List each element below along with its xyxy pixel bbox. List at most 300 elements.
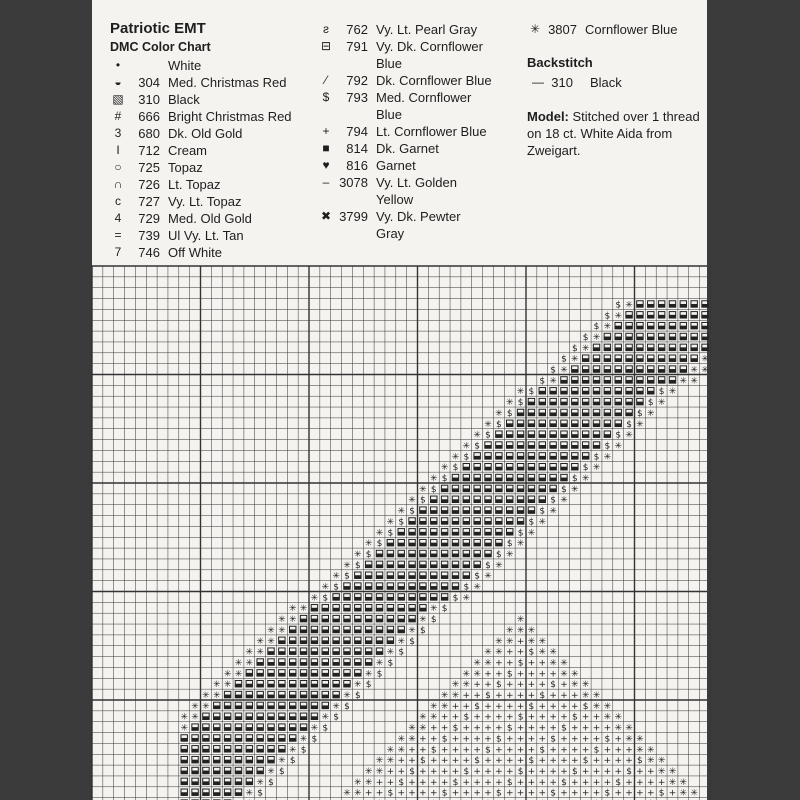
stitch-symbol-icon: 3 <box>114 126 122 140</box>
svg-text:+: + <box>571 701 579 712</box>
svg-text:+: + <box>451 756 460 767</box>
color-name: Topaz <box>168 160 203 175</box>
svg-text:$: $ <box>539 745 546 756</box>
svg-text:+: + <box>538 712 547 723</box>
svg-text:✳: ✳ <box>430 474 438 484</box>
svg-text:✳: ✳ <box>473 582 481 593</box>
svg-text:$: $ <box>257 788 264 799</box>
svg-text:+: + <box>484 669 492 680</box>
svg-text:+: + <box>495 756 503 767</box>
svg-text:$: $ <box>365 680 372 691</box>
svg-text:✳: ✳ <box>419 615 427 626</box>
svg-text:✳: ✳ <box>213 680 221 691</box>
svg-text:✳: ✳ <box>451 452 460 463</box>
svg-text:+: + <box>505 658 514 669</box>
svg-text:+: + <box>592 712 601 723</box>
legend-row-666 <box>110 108 310 125</box>
svg-text:+: + <box>419 788 427 799</box>
svg-text:+: + <box>386 766 395 777</box>
svg-text:+: + <box>397 756 405 767</box>
svg-text:+: + <box>516 691 525 701</box>
svg-text:✳: ✳ <box>549 376 557 387</box>
svg-text:+: + <box>484 723 492 734</box>
svg-text:+: + <box>538 669 547 680</box>
svg-text:+: + <box>592 788 601 799</box>
svg-text:+: + <box>505 756 514 767</box>
svg-text:$: $ <box>474 701 481 712</box>
color-name: Lt. Topaz <box>168 177 221 192</box>
svg-text:✳: ✳ <box>397 636 405 647</box>
legend-row-792 <box>318 72 518 89</box>
svg-text:$: $ <box>322 593 329 604</box>
svg-text:$: $ <box>463 582 470 593</box>
svg-text:$: $ <box>539 376 546 387</box>
svg-text:$: $ <box>409 506 415 517</box>
svg-text:$: $ <box>452 593 459 604</box>
color-name: Vy. Lt. Topaz <box>168 194 242 209</box>
svg-text:✳: ✳ <box>462 441 471 452</box>
svg-text:✳: ✳ <box>625 430 633 441</box>
svg-text:+: + <box>484 712 492 723</box>
svg-text:+: + <box>430 756 438 767</box>
svg-text:✳: ✳ <box>614 441 622 452</box>
backstitch-line-icon: — <box>532 75 544 89</box>
svg-text:✳: ✳ <box>180 723 188 734</box>
svg-text:$: $ <box>354 691 361 701</box>
legend-row-3799 <box>318 208 518 241</box>
legend-row-746 <box>110 244 310 261</box>
svg-text:+: + <box>614 734 622 745</box>
svg-text:✳: ✳ <box>234 669 243 680</box>
svg-text:✳: ✳ <box>484 658 492 669</box>
svg-text:+: + <box>495 723 503 734</box>
svg-text:✳: ✳ <box>657 766 666 777</box>
svg-text:+: + <box>462 734 471 745</box>
color-legend <box>92 0 707 262</box>
svg-text:+: + <box>571 777 579 788</box>
svg-text:✳: ✳ <box>288 615 297 626</box>
svg-text:$: $ <box>561 723 567 734</box>
dmc-code: 712 <box>138 143 160 158</box>
svg-text:✳: ✳ <box>625 734 633 745</box>
color-name: Med. Old Gold <box>168 211 252 226</box>
svg-text:✳: ✳ <box>571 354 579 365</box>
svg-text:✳: ✳ <box>202 691 210 701</box>
svg-text:✳: ✳ <box>603 701 612 712</box>
svg-text:✳: ✳ <box>549 658 557 669</box>
svg-text:✳: ✳ <box>614 311 622 322</box>
svg-text:$: $ <box>582 332 589 343</box>
legend-row-726 <box>110 176 310 193</box>
svg-text:+: + <box>495 712 503 723</box>
svg-text:$: $ <box>528 756 535 767</box>
svg-text:+: + <box>538 658 547 669</box>
svg-text:$: $ <box>571 343 578 354</box>
svg-text:✳: ✳ <box>516 625 525 636</box>
svg-text:✳: ✳ <box>690 376 698 387</box>
svg-text:$: $ <box>582 463 589 474</box>
dmc-code: 310 <box>138 92 160 107</box>
svg-text:+: + <box>516 701 525 712</box>
svg-text:+: + <box>603 723 612 734</box>
svg-text:+: + <box>527 658 536 669</box>
svg-text:$: $ <box>398 647 405 658</box>
svg-text:$: $ <box>289 756 296 767</box>
svg-text:✳: ✳ <box>364 766 373 777</box>
svg-text:+: + <box>560 766 568 777</box>
svg-text:$: $ <box>561 777 567 788</box>
svg-text:+: + <box>571 745 579 756</box>
svg-text:✳: ✳ <box>560 365 568 376</box>
svg-text:$: $ <box>496 734 502 745</box>
svg-text:+: + <box>440 745 449 756</box>
svg-text:✳: ✳ <box>375 756 384 767</box>
svg-text:$: $ <box>582 756 589 767</box>
svg-text:+: + <box>571 788 579 799</box>
svg-text:✳: ✳ <box>419 712 427 723</box>
svg-text:+: + <box>527 777 536 788</box>
svg-text:+: + <box>592 756 601 767</box>
color-name: Vy. Dk. Cornflower <box>376 39 483 54</box>
svg-text:✳: ✳ <box>473 430 481 441</box>
legend-row-310 <box>110 91 310 108</box>
svg-text:+: + <box>549 712 557 723</box>
svg-text:$: $ <box>539 691 546 701</box>
svg-text:+: + <box>451 734 460 745</box>
svg-text:$: $ <box>463 452 470 463</box>
svg-text:✳: ✳ <box>657 756 666 767</box>
color-name: Cornflower Blue <box>585 22 678 37</box>
color-name: Ul Vy. Lt. Tan <box>168 228 244 243</box>
svg-text:+: + <box>419 734 427 745</box>
svg-text:$: $ <box>550 734 556 745</box>
svg-text:✳: ✳ <box>354 680 362 691</box>
svg-text:+: + <box>614 745 622 756</box>
svg-text:$: $ <box>430 745 437 756</box>
svg-text:+: + <box>473 734 481 745</box>
svg-text:✳: ✳ <box>332 571 340 582</box>
svg-text:+: + <box>375 788 384 799</box>
svg-text:$: $ <box>430 484 437 495</box>
svg-text:+: + <box>451 701 460 712</box>
svg-text:✳: ✳ <box>430 604 438 615</box>
svg-text:+: + <box>527 788 536 799</box>
stitch-chart-grid <box>92 264 707 800</box>
stitch-cells <box>180 300 709 800</box>
svg-text:$: $ <box>354 560 361 571</box>
svg-text:+: + <box>549 723 557 734</box>
svg-text:$: $ <box>593 452 600 463</box>
svg-text:✳: ✳ <box>495 560 503 571</box>
svg-text:✳: ✳ <box>343 788 351 799</box>
svg-text:✳: ✳ <box>180 712 188 723</box>
color-name: Garnet <box>376 158 416 173</box>
color-name: Vy. Dk. Pewter <box>376 209 461 224</box>
svg-text:+: + <box>614 788 622 799</box>
legend-row-725 <box>110 159 310 176</box>
stitch-symbol-icon: 4 <box>114 211 122 225</box>
svg-text:✳: ✳ <box>625 300 633 311</box>
svg-text:+: + <box>451 745 460 756</box>
svg-text:+: + <box>549 745 557 756</box>
svg-text:✳: ✳ <box>278 625 286 636</box>
svg-text:✳: ✳ <box>267 636 275 647</box>
svg-text:+: + <box>581 788 590 799</box>
legend-row-793 <box>318 89 518 122</box>
svg-text:$: $ <box>452 777 459 788</box>
svg-text:✳: ✳ <box>386 756 395 767</box>
svg-text:+: + <box>419 745 427 756</box>
svg-text:✳: ✳ <box>473 669 481 680</box>
svg-text:+: + <box>527 680 536 691</box>
svg-text:+: + <box>495 766 503 777</box>
pattern-title: Patriotic EMT <box>110 20 206 37</box>
svg-text:✳: ✳ <box>419 723 427 734</box>
stitch-symbol-icon: – <box>322 175 330 189</box>
svg-text:✳: ✳ <box>299 734 308 745</box>
svg-text:+: + <box>505 680 514 691</box>
dmc-code: 794 <box>346 124 368 139</box>
svg-text:$: $ <box>528 701 535 712</box>
svg-text:+: + <box>592 723 601 734</box>
svg-text:✳: ✳ <box>310 723 319 734</box>
svg-text:+: + <box>484 734 492 745</box>
svg-text:+: + <box>560 745 568 756</box>
svg-text:+: + <box>473 712 481 723</box>
svg-text:$: $ <box>387 788 394 799</box>
svg-text:$: $ <box>550 495 556 506</box>
svg-text:✳: ✳ <box>571 669 579 680</box>
svg-text:$: $ <box>637 756 643 767</box>
svg-text:$: $ <box>333 582 339 593</box>
svg-text:+: + <box>440 777 449 788</box>
svg-text:$: $ <box>658 387 665 398</box>
svg-text:+: + <box>430 734 438 745</box>
svg-text:+: + <box>549 669 557 680</box>
svg-text:+: + <box>462 756 471 767</box>
svg-text:+: + <box>495 701 503 712</box>
svg-text:✳: ✳ <box>527 528 536 539</box>
svg-text:✳: ✳ <box>603 712 612 723</box>
svg-text:+: + <box>516 636 525 647</box>
svg-text:+: + <box>549 766 557 777</box>
backstitch-code: 310 <box>551 75 573 90</box>
svg-text:✳: ✳ <box>267 625 275 636</box>
svg-text:✳: ✳ <box>581 474 590 484</box>
svg-text:+: + <box>625 788 633 799</box>
color-name-continued: Blue <box>376 56 403 71</box>
svg-text:✳: ✳ <box>440 691 449 701</box>
dmc-code: 666 <box>138 109 160 124</box>
stitch-symbol-icon: ▧ <box>112 92 124 106</box>
svg-text:✳: ✳ <box>527 625 536 636</box>
svg-text:+: + <box>581 734 590 745</box>
svg-text:+: + <box>581 712 590 723</box>
svg-text:✳: ✳ <box>647 756 655 767</box>
svg-text:$: $ <box>268 777 274 788</box>
svg-text:$: $ <box>604 734 611 745</box>
svg-text:+: + <box>516 788 525 799</box>
svg-text:+: + <box>495 691 503 701</box>
svg-text:$: $ <box>571 766 578 777</box>
svg-text:+: + <box>462 701 471 712</box>
svg-text:$: $ <box>647 398 654 409</box>
svg-text:+: + <box>397 788 405 799</box>
svg-text:✳: ✳ <box>430 701 438 712</box>
svg-text:+: + <box>386 777 395 788</box>
svg-text:+: + <box>516 723 525 734</box>
svg-text:+: + <box>527 723 536 734</box>
svg-text:+: + <box>581 766 590 777</box>
svg-text:$: $ <box>506 723 513 734</box>
svg-text:+: + <box>473 745 481 756</box>
stitch-symbol-icon: # <box>114 109 122 123</box>
color-name: Bright Christmas Red <box>168 109 292 124</box>
svg-text:+: + <box>581 723 590 734</box>
svg-text:+: + <box>430 777 438 788</box>
svg-text:+: + <box>430 788 438 799</box>
svg-text:$: $ <box>517 528 524 539</box>
stitch-symbol-icon: ◒ <box>114 75 122 89</box>
svg-text:✳: ✳ <box>278 615 286 626</box>
svg-text:$: $ <box>420 625 426 636</box>
svg-text:+: + <box>636 788 644 799</box>
svg-text:✳: ✳ <box>408 723 416 734</box>
svg-text:+: + <box>451 766 460 777</box>
svg-text:+: + <box>538 777 547 788</box>
svg-text:$: $ <box>593 322 600 333</box>
svg-text:+: + <box>614 756 622 767</box>
svg-text:$: $ <box>604 311 611 322</box>
backstitch-heading: Backstitch <box>527 55 593 70</box>
svg-text:+: + <box>516 745 525 756</box>
svg-text:✳: ✳ <box>560 669 568 680</box>
legend-row-791 <box>318 38 518 71</box>
dmc-code: 739 <box>138 228 160 243</box>
svg-text:+: + <box>495 745 503 756</box>
svg-text:✳: ✳ <box>592 691 601 701</box>
svg-text:+: + <box>527 766 536 777</box>
svg-text:✳: ✳ <box>364 669 373 680</box>
color-name: Black <box>168 92 200 107</box>
svg-text:✳: ✳ <box>538 636 547 647</box>
svg-text:$: $ <box>452 723 459 734</box>
svg-text:+: + <box>419 777 427 788</box>
stitch-symbol-icon: c <box>115 194 121 208</box>
svg-text:✳: ✳ <box>484 419 492 430</box>
svg-text:+: + <box>440 723 449 734</box>
svg-text:✳: ✳ <box>397 506 405 517</box>
svg-text:+: + <box>549 777 557 788</box>
svg-text:✳: ✳ <box>527 636 536 647</box>
svg-text:+: + <box>571 691 579 701</box>
svg-text:$: $ <box>517 712 524 723</box>
svg-text:+: + <box>408 745 416 756</box>
svg-text:$: $ <box>322 723 329 734</box>
svg-text:✳: ✳ <box>223 669 232 680</box>
svg-text:✳: ✳ <box>516 387 525 398</box>
svg-text:✳: ✳ <box>603 452 612 463</box>
stitch-symbol-icon: ○ <box>114 160 122 174</box>
svg-text:+: + <box>364 788 373 799</box>
svg-text:✳: ✳ <box>636 734 644 745</box>
chart-page <box>92 0 707 800</box>
legend-row-762 <box>318 21 518 38</box>
chart-subtitle: DMC Color Chart <box>110 40 211 54</box>
svg-text:$: $ <box>637 408 643 419</box>
stitch-symbol-icon: ∩ <box>113 177 123 191</box>
stitch-symbol-icon: ♥ <box>322 158 330 172</box>
svg-text:$: $ <box>496 680 502 691</box>
svg-text:$: $ <box>517 658 524 669</box>
svg-text:+: + <box>527 712 536 723</box>
svg-text:$: $ <box>463 712 470 723</box>
svg-text:✳: ✳ <box>473 658 481 669</box>
svg-text:+: + <box>571 756 579 767</box>
svg-text:✳: ✳ <box>636 745 644 756</box>
svg-text:✳: ✳ <box>267 766 275 777</box>
svg-text:+: + <box>473 766 481 777</box>
svg-text:+: + <box>549 756 557 767</box>
svg-text:✳: ✳ <box>701 365 709 376</box>
legend-row-680 <box>110 125 310 142</box>
svg-text:+: + <box>462 777 471 788</box>
svg-text:$: $ <box>409 766 415 777</box>
svg-text:+: + <box>560 712 568 723</box>
svg-text:✳: ✳ <box>430 712 438 723</box>
dmc-code: 3799 <box>339 209 368 224</box>
svg-text:✳: ✳ <box>234 658 243 669</box>
legend-row-3807 <box>527 21 727 38</box>
svg-text:$: $ <box>300 745 307 756</box>
color-name: Dk. Garnet <box>376 141 439 156</box>
svg-text:$: $ <box>626 766 632 777</box>
svg-text:$: $ <box>387 528 394 539</box>
dmc-code: 304 <box>138 75 160 90</box>
svg-text:✳: ✳ <box>451 691 460 701</box>
color-name: Med. Cornflower <box>376 90 472 105</box>
legend-row-712 <box>110 142 310 159</box>
svg-text:✳: ✳ <box>538 517 547 528</box>
svg-text:$: $ <box>615 777 622 788</box>
svg-text:+: + <box>473 723 481 734</box>
svg-text:✳: ✳ <box>310 593 319 604</box>
svg-text:✳: ✳ <box>213 691 221 701</box>
dmc-code: 792 <box>346 73 368 88</box>
svg-text:✳: ✳ <box>516 539 525 550</box>
svg-text:$: $ <box>528 647 535 658</box>
svg-text:$: $ <box>604 788 611 799</box>
svg-text:+: + <box>625 745 633 756</box>
svg-text:✳: ✳ <box>516 615 525 626</box>
svg-text:✳: ✳ <box>505 636 514 647</box>
svg-text:+: + <box>484 701 492 712</box>
dmc-code: 814 <box>346 141 368 156</box>
svg-text:✳: ✳ <box>571 484 579 495</box>
svg-text:✳: ✳ <box>581 691 590 701</box>
svg-text:$: $ <box>311 734 318 745</box>
svg-text:$: $ <box>496 419 502 430</box>
svg-text:+: + <box>636 766 644 777</box>
dmc-code: 729 <box>138 211 160 226</box>
color-name-continued: Blue <box>376 107 403 122</box>
svg-text:+: + <box>505 647 514 658</box>
svg-text:$: $ <box>474 441 481 452</box>
svg-text:+: + <box>516 647 525 658</box>
color-name: Vy. Lt. Pearl Gray <box>376 22 478 37</box>
svg-text:+: + <box>484 756 492 767</box>
svg-text:✳: ✳ <box>484 647 492 658</box>
